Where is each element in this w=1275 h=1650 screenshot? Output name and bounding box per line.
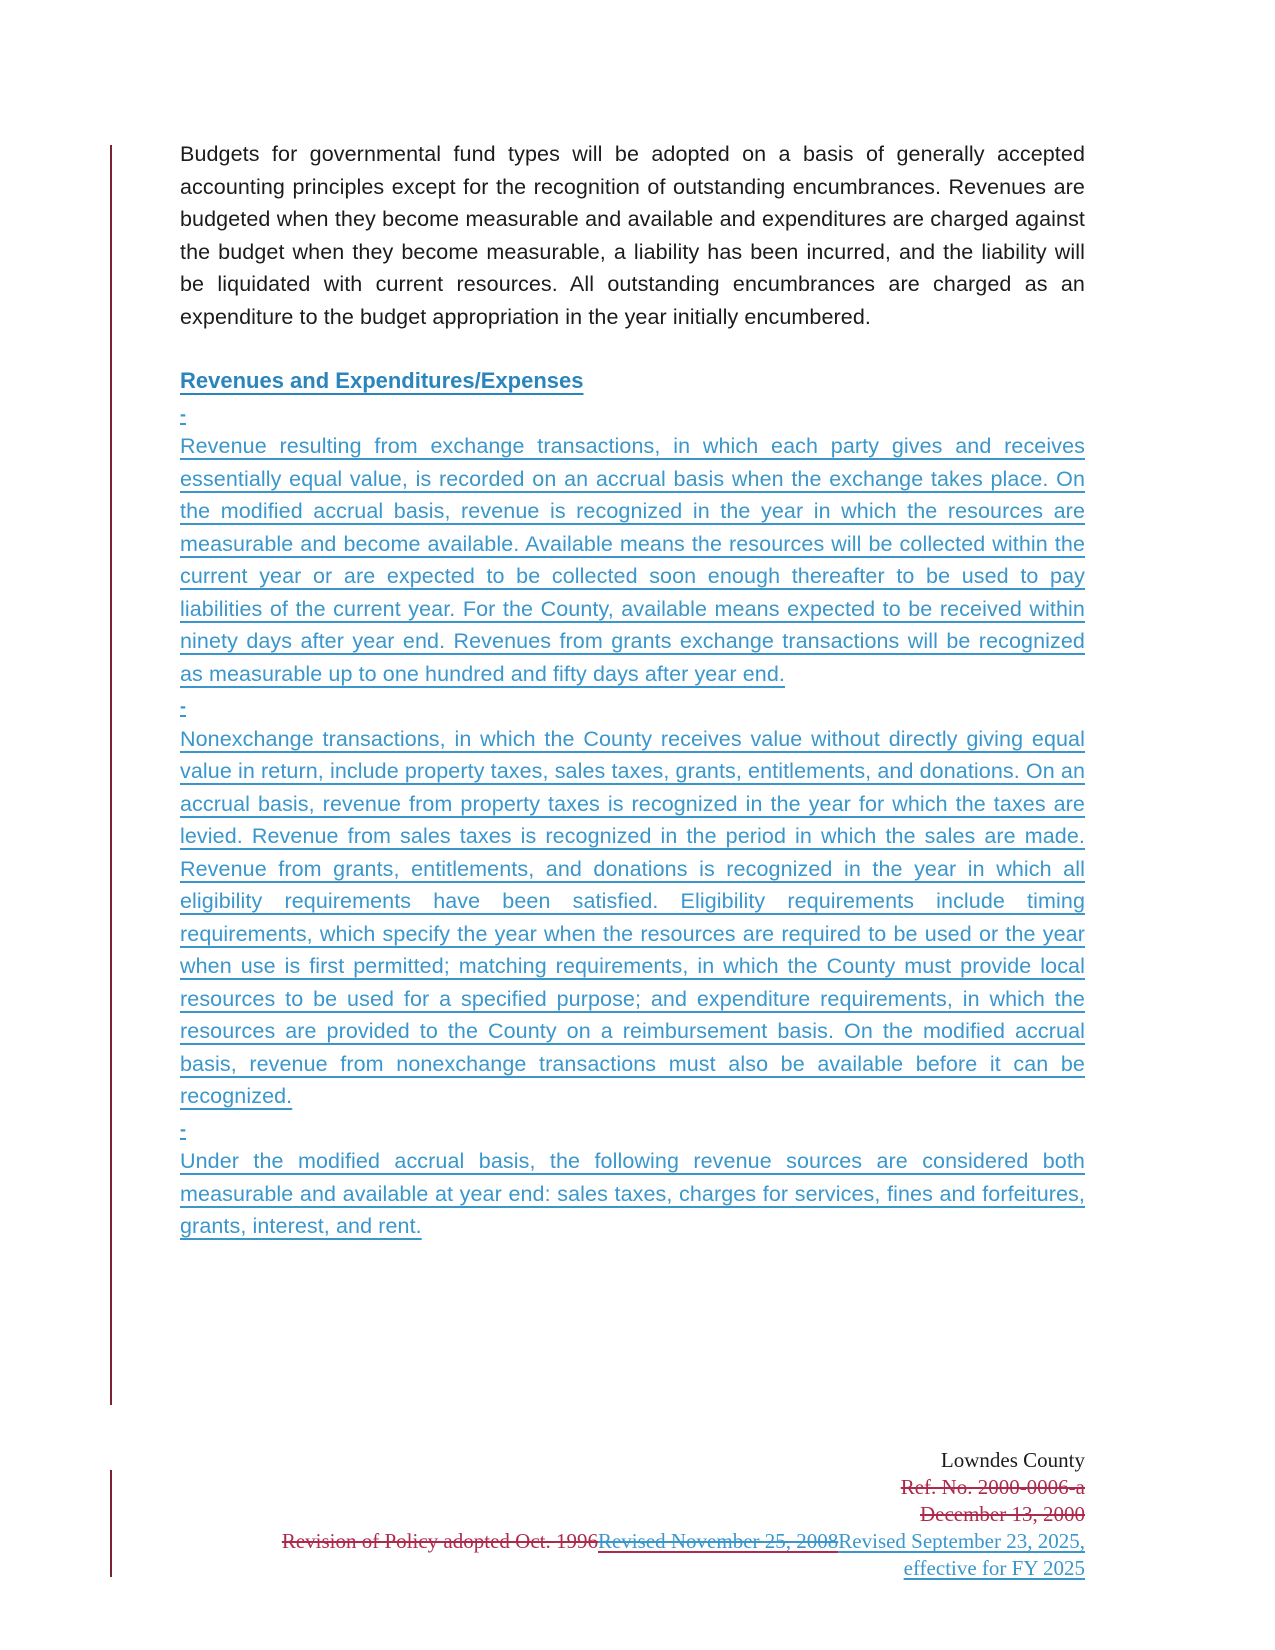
footer-deleted-date: December 13, 2000 xyxy=(919,1502,1085,1526)
footer-inserted-revision-2025: Revised September 23, 2025, xyxy=(838,1529,1085,1553)
insertion-mark: - xyxy=(180,1118,186,1139)
footer-revision-line xyxy=(180,1528,1085,1555)
tracked-change-bar-footer xyxy=(110,1470,112,1577)
footer-deleted-ref-number: Ref. No. 2000-0006-a xyxy=(900,1475,1085,1499)
footer-deleted-revision-1996: Revision of Policy adopted Oct. 1996 xyxy=(281,1529,598,1553)
insertion-mark-line xyxy=(180,398,1085,431)
footer-deleted-revision-2008 xyxy=(598,1529,838,1553)
footer-inserted-effective: effective for FY 2025 xyxy=(903,1556,1085,1580)
footer-deleted-revision-2008-text: Revised November 25, 2008 xyxy=(597,1529,839,1553)
page-footer xyxy=(180,1447,1085,1582)
footer-county: Lowndes County xyxy=(940,1448,1085,1472)
insertion-mark-line xyxy=(180,690,1085,723)
inserted-paragraph-nonexchange: Nonexchange transactions, in which the County receives value without directly giving equal value in return, include property taxes, sales taxes, grants, entitlements, and donations. On an accrual basis, revenue from property taxes is recognized in the year for which the taxes are levied. Revenue from sales taxes is recognized in the period in which the sales are made. Revenue from grants, entitlements, and donations is recognized in the year in which all eligibility requirements have been satisfied. Eligibility requirements include timing requirements, which specify the year when the resources are required to be used or the year when use is first permitted; matching requirements, in which the County must provide local resources to be used for a specified purpose; and expenditure requirements, in which the resources are provided to the County on a reimbursement basis. On the modified accrual basis, revenue from nonexchange transactions must also be available before it can be recognized. xyxy=(180,726,1085,1108)
inserted-paragraph-modified-accrual: Under the modified accrual basis, the following revenue sources are considered both measurable and available at year end: sales taxes, charges for services, fines and forfeitures, grants, interest, and rent. xyxy=(180,1149,1085,1238)
insertion-mark: - xyxy=(180,403,186,424)
insertion-mark: - xyxy=(180,696,186,716)
insertion-mark-line xyxy=(180,1113,1085,1146)
tracked-change-bar-body xyxy=(110,145,112,1405)
document-body xyxy=(180,138,1085,1243)
intro-paragraph: Budgets for governmental fund types will be adopted on a basis of generally accepted accounting principles except for the recognition of outstanding encumbrances. Revenues are budgeted when they become measurable and available and expenditures are charged against the budget when they become measurable, a liability has been incurred, and the liability will be liquidated with current resources. All outstanding encumbrances are charged as an expenditure to the budget appropriation in the year initially encumbered. xyxy=(180,142,1085,329)
inserted-paragraph-exchange: Revenue resulting from exchange transactions, in which each party gives and receives essentially equal value, is recorded on an accrual basis when the exchange takes place. On the modified accrual basis, revenue is recognized in the year in which the resources are measurable and become available. Available means the resources will be collected within the current year or are expected to be collected soon enough thereafter to be used to pay liabilities of the current year. For the County, available means expected to be received within ninety days after year end. Revenues from grants exchange transactions will be recognized as measurable up to one hundred and fifty days after year end. xyxy=(180,434,1085,686)
section-heading: Revenues and Expenditures/Expenses xyxy=(180,368,584,393)
